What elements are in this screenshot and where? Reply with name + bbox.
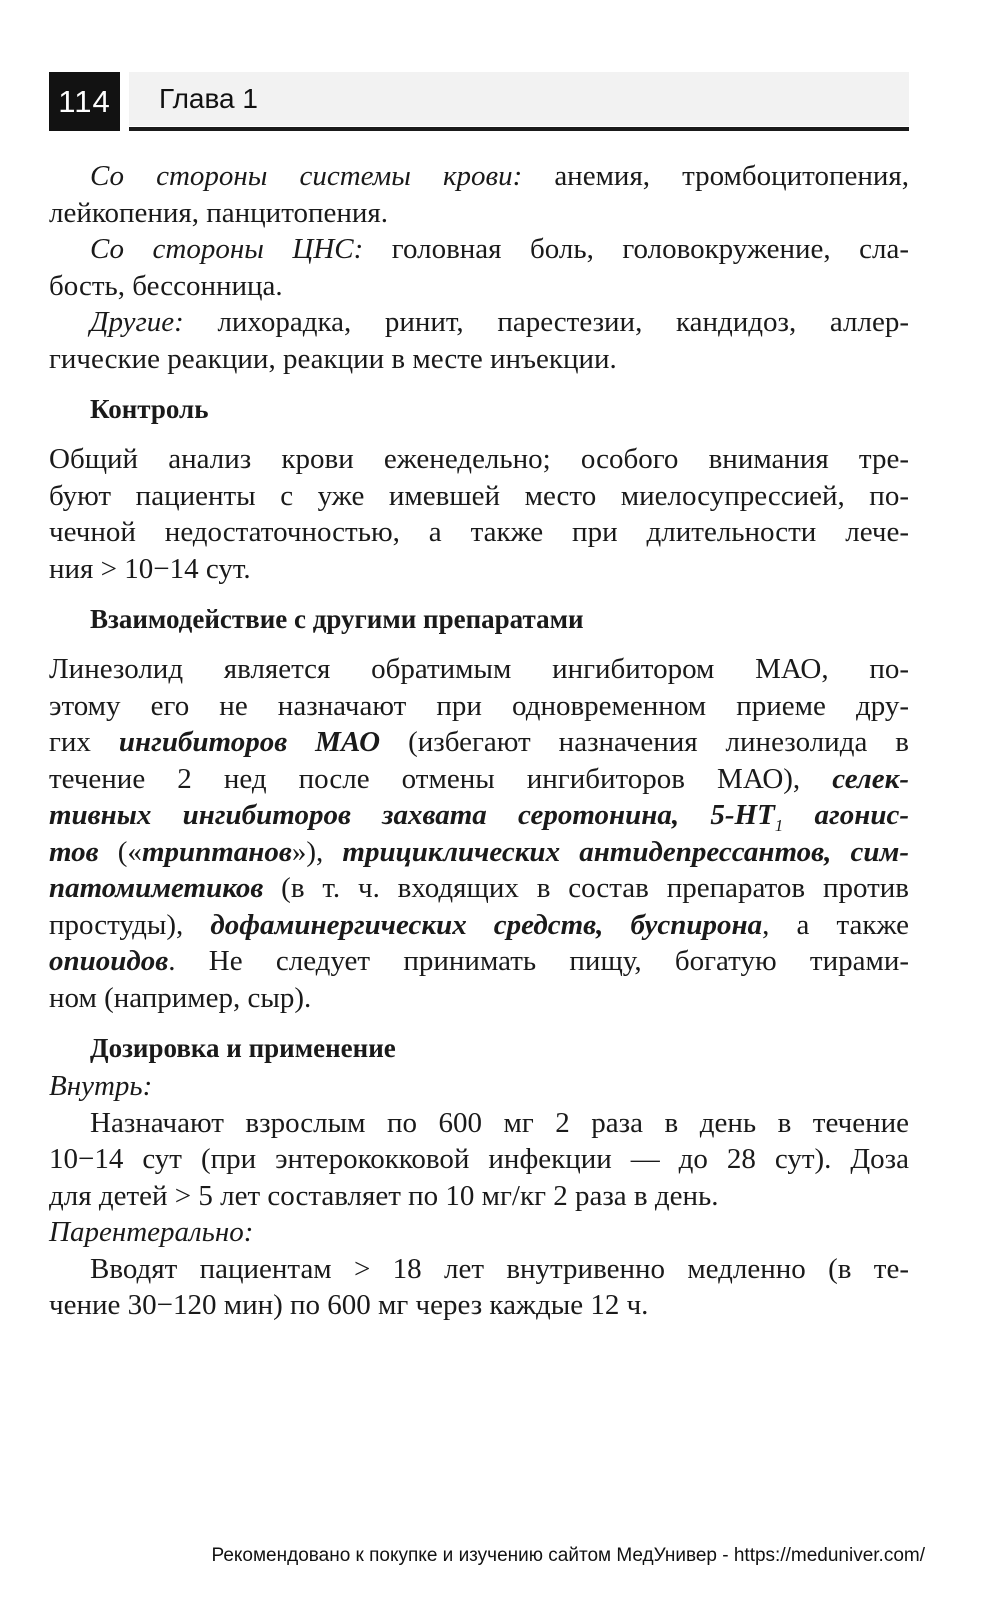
section-heading-interactions: Взаимодействие с другими препаратами [90, 604, 584, 634]
page-header [49, 72, 909, 132]
blood-text: анемия, тромбоцитопения, [522, 160, 909, 192]
text-span: течение 2 нед после отмены ингибиторов МАО), [49, 762, 833, 795]
page-body [49, 158, 909, 1324]
emphasis-drug: патомиметиков [49, 872, 264, 904]
interactions-line [49, 834, 909, 871]
text-span: простуды), [49, 908, 211, 941]
emphasis-drug: селек- [832, 762, 909, 795]
dosage-oral-label: Внутрь: [49, 1070, 153, 1102]
control-line: буют пациенты с уже имевшей место миелосупрессией, по- [49, 479, 909, 512]
page-number: 114 [49, 72, 120, 131]
other-text: лихорадка, ринит, парестезии, кандидоз, аллер- [183, 306, 909, 338]
interactions-line [49, 907, 909, 944]
paragraph-other-line [49, 304, 909, 341]
interactions-line [49, 724, 909, 761]
control-line: Общий анализ крови еженедельно; особого внимания тре- [49, 443, 909, 475]
other-label: Другие: [90, 306, 184, 338]
emphasis-drug: тивных ингибиторов захвата серотонина, 5-НТ [49, 799, 775, 831]
dosage-parenteral-line: Вводят пациентам > 18 лет внутривенно медленно (в те- [90, 1252, 909, 1285]
emphasis-drug: ингибиторов МАО [118, 726, 381, 758]
emphasis-drug: агонис- [783, 799, 909, 831]
control-line: ния > 10−14 сут. [49, 552, 251, 585]
paragraph-blood-line [49, 158, 909, 195]
dosage-oral-line: Назначают взрослым по 600 мг 2 раза в день в течение [90, 1106, 909, 1139]
footer-recommendation: Рекомендовано к покупке и изучению сайтом МедУнивер - https://meduniver.com/ [211, 1545, 925, 1566]
text-span: , а также [762, 908, 910, 941]
section-heading-control: Контроль [90, 394, 209, 424]
paragraph-other-line: гические реакции, реакции в месте инъекции. [49, 342, 617, 375]
cns-label: Со стороны ЦНС: [90, 233, 364, 265]
header-rule [129, 127, 909, 131]
paragraph-cns-line: бость, бессонница. [49, 269, 283, 302]
section-heading-dosage: Дозировка и применение [90, 1033, 396, 1063]
blood-label: Со стороны системы крови: [90, 160, 523, 192]
text-span: »), [291, 835, 343, 868]
dosage-oral-line: для детей > 5 лет составляет по 10 мг/кг 2 раза в день. [49, 1179, 719, 1212]
text-span: гих [49, 726, 119, 758]
text-span: (в т. ч. входящих в состав препаратов против [263, 872, 909, 904]
paragraph-cns-line [49, 231, 909, 268]
interactions-line [49, 870, 909, 907]
dosage-parenteral-label: Парентерально: [49, 1216, 254, 1248]
dosage-parenteral-line: чение 30−120 мин) по 600 мг через каждые 12 ч. [49, 1289, 649, 1321]
text-span: (избегают назначения линезолида в [380, 726, 909, 758]
dosage-oral-line: 10−14 сут (при энтерококковой инфекции — до 28 сут). Доза [49, 1143, 909, 1175]
interactions-line: ном (например, сыр). [49, 981, 312, 1014]
emphasis-drug: дофаминергических средств, буспирона [210, 908, 763, 941]
emphasis-drug: триптанов [141, 835, 292, 868]
chapter-title: Глава 1 [129, 72, 909, 126]
paragraph-blood-line: лейкопения, панцитопения. [49, 196, 389, 229]
emphasis-drug: опиоидов [49, 945, 169, 977]
text-span: (« [98, 835, 142, 868]
emphasis-drug: тов [49, 835, 99, 868]
interactions-line [49, 797, 909, 834]
cns-text: головная боль, головокружение, сла- [363, 233, 909, 265]
emphasis-drug: трициклических антидепрессантов, сим- [342, 835, 909, 868]
interactions-line [49, 943, 909, 980]
interactions-line [49, 761, 909, 798]
interactions-line: этому его не назначают при одновременном приеме дру- [49, 689, 909, 722]
subscript: 1 [774, 815, 784, 835]
interactions-line: Линезолид является обратимым ингибитором МАО, по- [49, 653, 909, 685]
control-line: чечной недостаточностью, а также при длительности лече- [49, 516, 909, 548]
text-span: . Не следует принимать пищу, богатую тирами- [168, 945, 909, 977]
